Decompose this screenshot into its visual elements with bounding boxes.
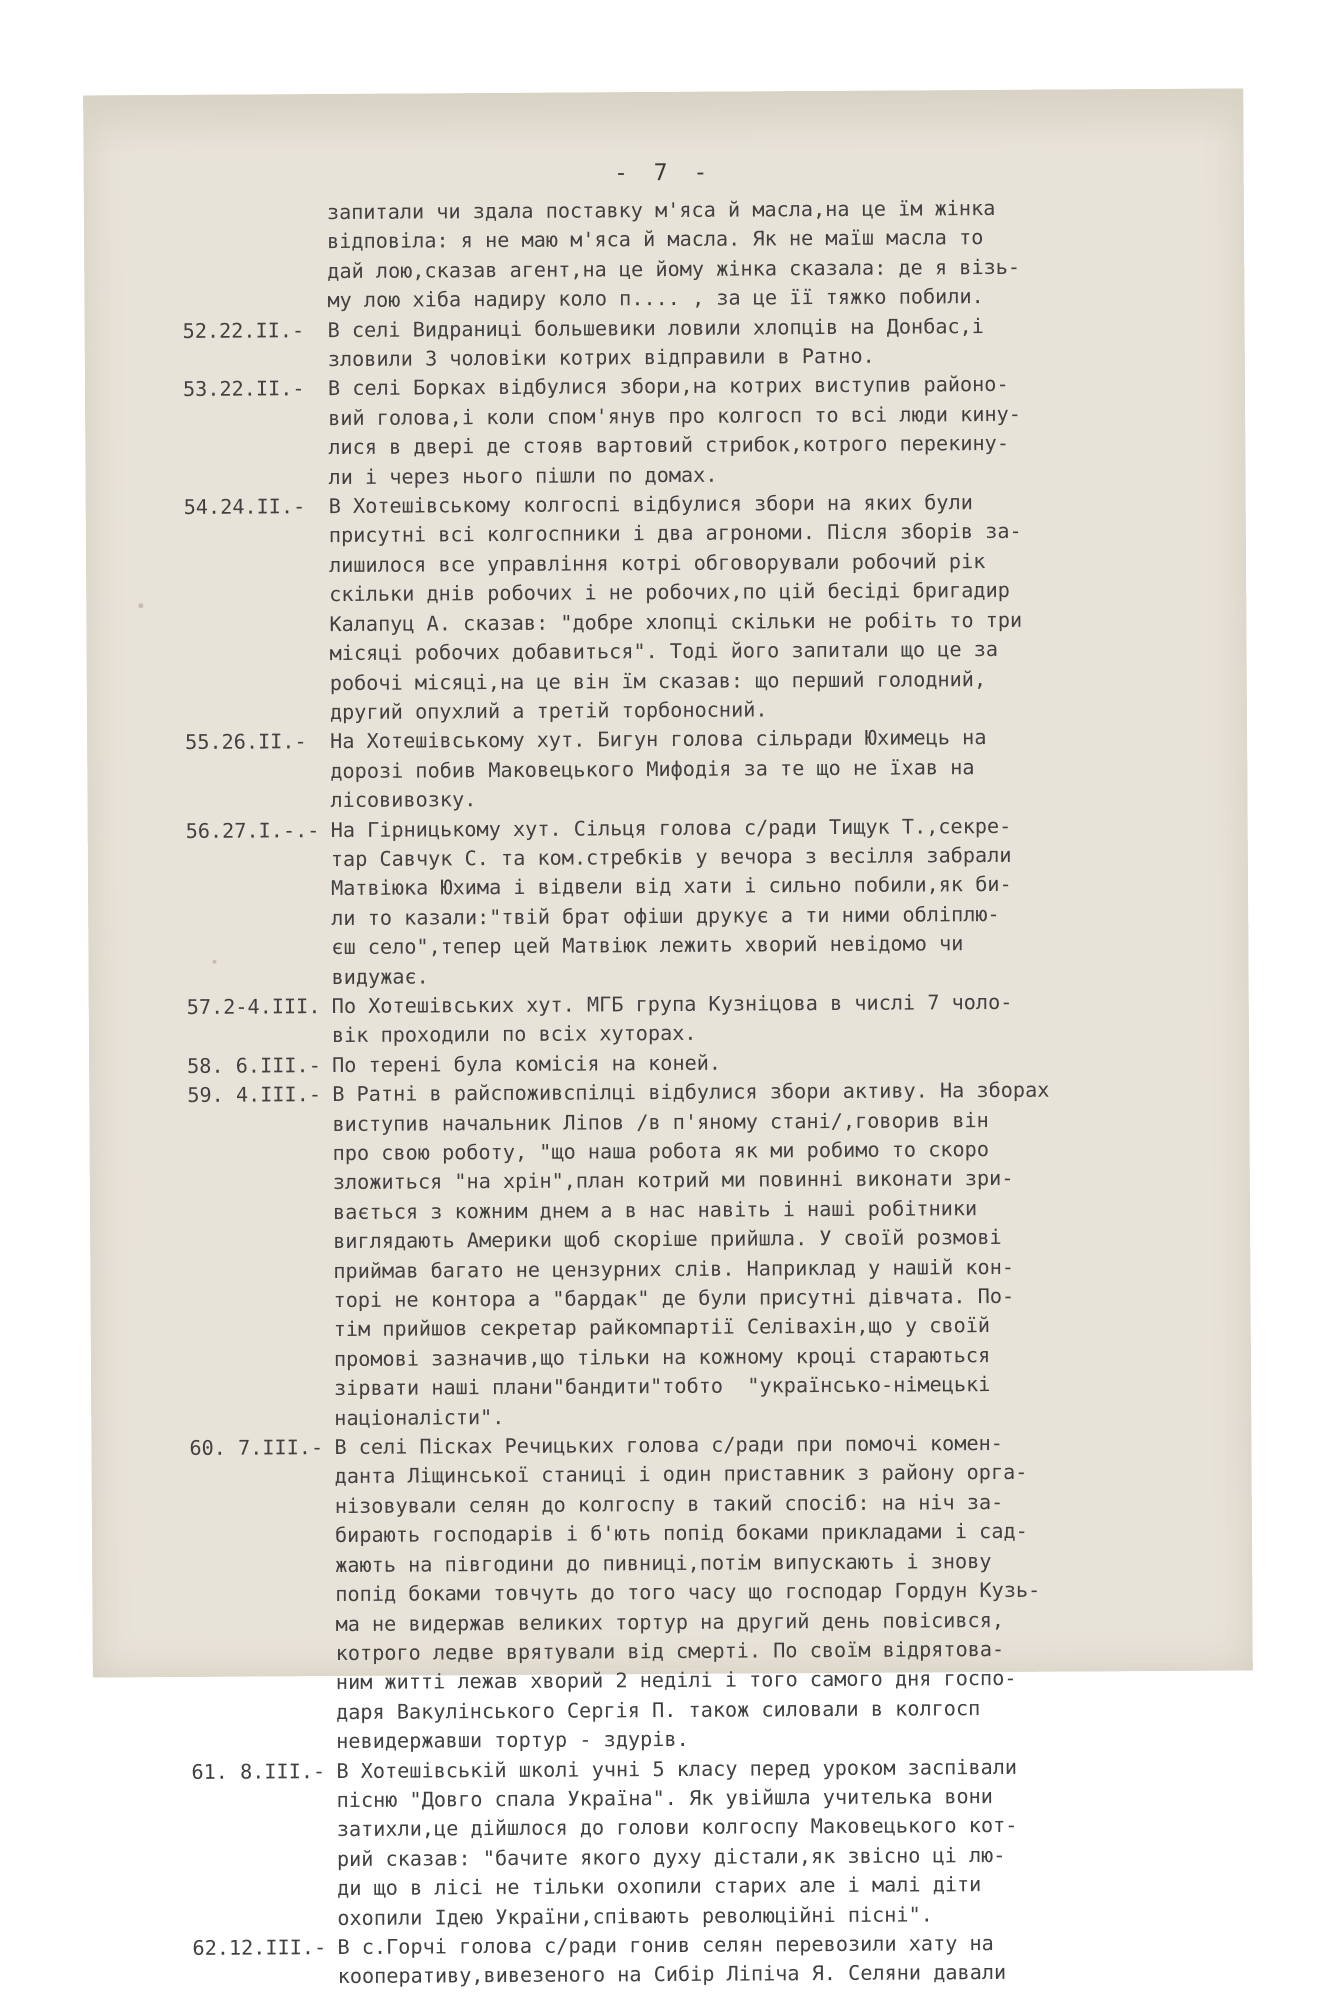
text-line: ма не видержав великих тортур на другий день повісився, — [335, 1607, 1005, 1636]
text-line: жають на півгодини до пивниці,потім випускають і знову — [335, 1548, 992, 1577]
report-entry — [192, 1928, 1232, 1993]
entry-date-marker: 61. 8.III.- — [191, 1758, 326, 1784]
text-line: пісню "Довго спала Україна". Як увійшла учителька вони — [336, 1783, 993, 1812]
text-line: другий опухлий а третій торбоносний. — [329, 697, 768, 724]
text-line: торі не контора а "бардак" де були присутні дівчата. По- — [333, 1283, 1015, 1313]
text-line: вається з кожним днем а в нас навіть і наші робітники — [332, 1195, 978, 1224]
entry-text — [330, 722, 1226, 816]
entry-text — [327, 193, 1223, 316]
report-entry — [186, 810, 1227, 993]
page-number: - 7 - — [613, 159, 714, 187]
text-line: В селі Пісках Речицьких голова с/ради при помочі комен- — [334, 1431, 1003, 1460]
text-line: присутні всі колгоспники і два агрономи. Після зборів за- — [328, 519, 1022, 548]
text-line: В Хотешівському колгоспі відбулися збори на яких були — [328, 490, 973, 519]
text-line: лишилося все управління котрі обговорували робочий рік — [328, 548, 986, 577]
text-line: В Ратні в райспоживспілці відбулися збори активу. На зборах — [332, 1077, 1050, 1107]
text-line: відповіла: я не маю м'яса й масла. Як не маїш масла то — [327, 225, 984, 254]
entry-date-marker: 54.24.II.- — [183, 494, 306, 520]
text-line: лися в двері де стояв вартовий стрибок,котрого перекину- — [328, 431, 1010, 460]
text-line: По Хотешівських хут. МГБ група Кузніцова в числі 7 чоло- — [331, 989, 1013, 1019]
report-entry — [183, 310, 1223, 375]
text-line: невидержавши тортур - здурів. — [336, 1727, 689, 1754]
text-line: данта Ліщинської станиці і один приставник з району орга- — [334, 1460, 1028, 1489]
text-line: даря Вакулінського Сергія П. також силовали в колгосп — [335, 1695, 981, 1724]
text-line: місяці робочих добавиться". Тоді його запитали що це за — [329, 637, 999, 666]
ink-dot — [212, 960, 216, 964]
text-line: Калапуц А. сказав: "добре хлопці скільки не робіть то три — [329, 607, 1023, 636]
text-line: ли і через нього пішли по домах. — [328, 462, 718, 489]
entry-date-marker: 59. 4.III.- — [187, 1082, 322, 1108]
report-entry — [191, 1751, 1232, 1934]
text-line: видужає. — [331, 964, 429, 989]
entry-text — [329, 487, 1225, 728]
text-line: зірвати наші плани"бандити"тобто "українсько-німецькі — [334, 1372, 991, 1401]
text-line: нізовували селян до колгоспу в такий спосіб: на ніч за- — [334, 1489, 1004, 1518]
text-line: му лою хіба надиру коло п.... , за це її тяжко побили. — [327, 284, 984, 313]
text-line: По терені була комісія на коней. — [332, 1050, 722, 1077]
report-entry — [184, 487, 1225, 729]
entry-date-marker: 57.2-4.III. — [186, 994, 321, 1019]
text-line: тім прийшов секретар райкомпартії Селівахін,що у своїй — [333, 1313, 991, 1342]
text-line: робочі місяці,на це він їм сказав: що перший голодний, — [329, 666, 987, 695]
report-entries — [182, 193, 1233, 1993]
text-line: дорозі побив Маковецького Мифодія за те що не їхав на — [330, 754, 975, 783]
text-line: охопили Ідею України,співають революційні пісні". — [337, 1901, 933, 1930]
entry-text — [328, 369, 1224, 492]
text-line: націоналісти". — [334, 1404, 505, 1430]
text-line: виступив начальник Ліпов /в п'яному стані/,говорив він — [332, 1107, 989, 1136]
report-entry — [185, 722, 1226, 817]
text-line: тар Савчук С. та ком.стребків у вечора з весілля забрали — [330, 842, 1012, 871]
text-line: На Хотешівському хут. Бигун голова сільради Юхимець на — [330, 725, 987, 754]
entry-date-marker: 55.26.II.- — [185, 729, 307, 755]
text-line: рий сказав: "бачите якого духу дістали,як звісно ці лю- — [336, 1842, 1006, 1871]
text-line: запитали чи здала поставку м'яса й масла,на це їм жінка — [326, 195, 996, 225]
text-line: промові зазначив,що тільки на кожному кроці стараються — [333, 1342, 991, 1371]
text-line: скільки днів робочих і не робочих,по цій бесіді бригадир — [329, 578, 1010, 607]
entry-text — [332, 1075, 1229, 1433]
text-line: виглядають Америки щоб скоріше прийшла. У своїй розмові — [333, 1225, 1002, 1254]
document-page — [83, 88, 1253, 1989]
report-entry — [182, 193, 1223, 317]
text-line: вік проходили по всіх хуторах. — [331, 1021, 697, 1048]
text-line: ди що в лісі не тільки охопили старих але і малі діти — [337, 1872, 982, 1901]
entry-text — [332, 987, 1227, 1051]
text-line: зловили 3 чоловіки котрих відправили в Ратно. — [327, 343, 875, 372]
text-line: про свою роботу, "що наша робота як ми робимо то скоро — [332, 1137, 990, 1166]
report-entry — [187, 987, 1227, 1052]
entry-text — [331, 810, 1227, 992]
text-line: На Гірницькому хут. Сільця голова с/ради Тищук Т.,секре- — [330, 813, 1012, 842]
text-line: В селі Борках відбулися збори,на котрих виступив районо- — [327, 372, 1009, 401]
text-line: вий голова,і коли спом'янув про колгосп то всі люди кину- — [328, 401, 1021, 430]
text-line: єш село",тепер цей Матвіюк лежить хворий невідомо чи — [331, 931, 964, 960]
entry-date-marker: 60. 7.III.- — [189, 1435, 324, 1460]
text-line: дай лою,сказав агент,на це йому жінка сказала: де я візь- — [327, 254, 1021, 283]
text-line: затихли,це дійшлося до голови колгоспу Маковецького кот- — [336, 1813, 1018, 1842]
text-line: В селі Видраниці большевики ловили хлопців на Донбас,і — [327, 313, 984, 342]
report-entry — [183, 369, 1224, 493]
report-entry — [189, 1428, 1231, 1758]
entry-date-marker: 58. 6.III.- — [187, 1052, 321, 1078]
ink-dot — [138, 603, 143, 608]
text-line: бирають господарів і б'ють попід боками прикладами і сад- — [334, 1519, 1028, 1548]
entry-text — [337, 1928, 1232, 1992]
entry-text — [328, 310, 1223, 374]
text-line: приймав багато не цензурних слів. Наприклад у нашій кон- — [333, 1254, 1015, 1283]
text-line: ним житті лежав хворий 2 неділі і того самого дня госпо- — [335, 1666, 1017, 1695]
report-entry — [187, 1075, 1229, 1434]
text-line: кооперативу,вивезеного на Сибір Ліпіча Я. Селяни давали — [337, 1960, 1007, 1989]
text-line: Матвіюка Юхима і відвели від хати і сильно побили,як би- — [330, 872, 1012, 901]
text-line: В с.Горчі голова с/ради гонив селян перевозили хату на — [337, 1930, 994, 1960]
text-line: В Хотешівській школі учні 5 класу перед уроком заспівали — [336, 1754, 1018, 1783]
text-line: котрого ледве врятували від смерті. По своїм відрятова- — [335, 1636, 1005, 1665]
entry-date-marker: 56.27.I.-.- — [185, 817, 320, 843]
text-line: зложиться "на хрін",план котрий ми повинні виконати зри- — [332, 1166, 1014, 1195]
entry-date-marker: 52.22.II.- — [182, 317, 305, 343]
entry-text — [334, 1428, 1231, 1757]
entry-date-marker: 53.22.II.- — [182, 376, 305, 402]
entry-text — [336, 1751, 1232, 1933]
entry-date-marker: 62.12.III.- — [192, 1935, 327, 1960]
entry-date-marker — [182, 198, 327, 199]
text-line: ли то казали:"твій брат офіши друкує а ти ними обліплю- — [331, 901, 1000, 930]
text-line: лісовивозку. — [330, 787, 477, 813]
text-line: попід боками товчуть до того часу що господар Гордун Кузь- — [335, 1577, 1041, 1607]
